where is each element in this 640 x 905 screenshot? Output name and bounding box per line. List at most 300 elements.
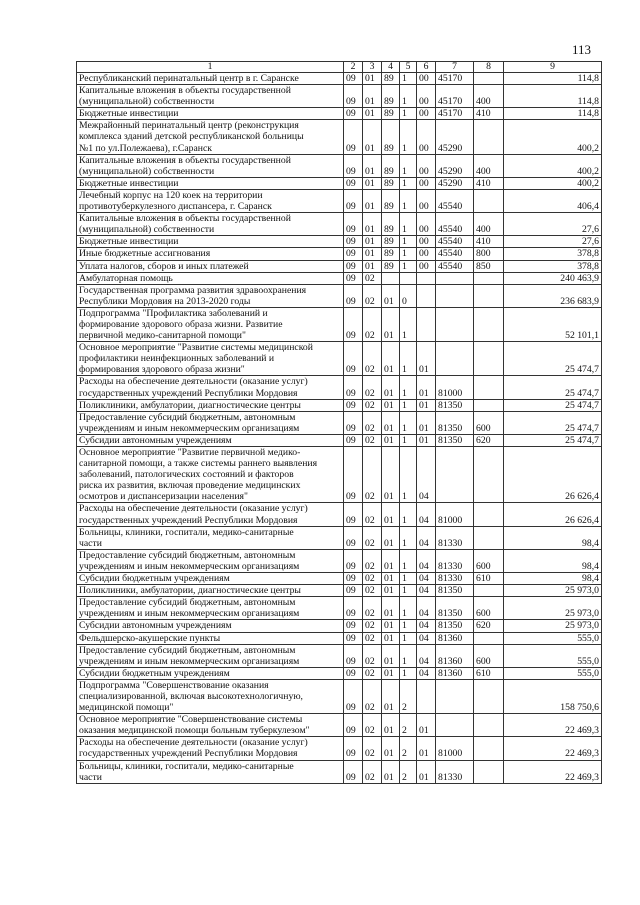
subsection-cell: 02 (363, 667, 382, 679)
expense-type-cell (474, 737, 504, 760)
name-cell: Бюджетные инвестиции (77, 236, 344, 248)
section-cell: 09 (344, 667, 363, 679)
table-row (77, 307, 602, 341)
amount-cell: 22 469,3 (504, 760, 602, 783)
program-cell: 01 (382, 307, 400, 341)
activity-cell: 04 (417, 526, 436, 549)
table-row (77, 526, 602, 549)
subprogram-cell: 1 (400, 236, 417, 248)
section-cell: 09 (344, 260, 363, 272)
subprogram-cell: 1 (400, 260, 417, 272)
amount-cell: 25 973,0 (504, 585, 602, 597)
subsection-cell: 02 (363, 573, 382, 585)
section-cell: 09 (344, 714, 363, 737)
name-cell: Предоставление субсидий бюджетным, автономным учреждениям и иным некоммерческим организациям (77, 549, 344, 572)
activity-cell: 00 (417, 177, 436, 189)
name-cell: Республиканский перинатальный центр в г. Саранске (77, 73, 344, 85)
amount-cell: 25 474,7 (504, 411, 602, 434)
name-cell: Предоставление субсидий бюджетным, автономным учреждениям и иным некоммерческим организациям (77, 597, 344, 620)
amount-cell: 555,0 (504, 644, 602, 667)
amount-cell: 378,8 (504, 260, 602, 272)
direction-cell: 45170 (436, 108, 474, 120)
table-row (77, 73, 602, 85)
subsection-cell: 01 (363, 177, 382, 189)
direction-cell (436, 447, 474, 503)
header-row (77, 62, 602, 73)
name-cell: Основное мероприятие "Совершенствование системы оказания медицинской помощи больным туберкулезом" (77, 714, 344, 737)
subprogram-cell: 1 (400, 120, 417, 154)
name-cell: Поликлиники, амбулатории, диагностические центры (77, 399, 344, 411)
program-cell: 89 (382, 236, 400, 248)
column-header: 4 (382, 62, 400, 73)
expense-type-cell: 850 (474, 260, 504, 272)
activity-cell: 04 (417, 447, 436, 503)
expense-type-cell: 600 (474, 411, 504, 434)
expense-type-cell (474, 714, 504, 737)
subsection-cell: 02 (363, 620, 382, 632)
subprogram-cell: 1 (400, 526, 417, 549)
name-cell: Лечебный корпус на 120 коек на территории противотуберкулезного диспансера, г. Саранск (77, 189, 344, 212)
name-cell: Основное мероприятие "Развитие системы медицинской профилактики неинфекционных заболеваний и формирования здорового образа жизни" (77, 342, 344, 376)
direction-cell: 81330 (436, 549, 474, 572)
expense-type-cell (474, 447, 504, 503)
expense-type-cell: 600 (474, 644, 504, 667)
activity-cell: 01 (417, 342, 436, 376)
direction-cell: 45540 (436, 189, 474, 212)
subsection-cell: 02 (363, 376, 382, 399)
expense-type-cell: 610 (474, 667, 504, 679)
subprogram-cell: 1 (400, 213, 417, 236)
direction-cell: 81350 (436, 399, 474, 411)
subsection-cell: 02 (363, 272, 382, 284)
subsection-cell: 01 (363, 260, 382, 272)
table-row (77, 620, 602, 632)
expense-type-cell: 400 (474, 213, 504, 236)
section-cell: 09 (344, 154, 363, 177)
subprogram-cell: 1 (400, 644, 417, 667)
subprogram-cell: 1 (400, 597, 417, 620)
program-cell: 01 (382, 620, 400, 632)
subprogram-cell: 1 (400, 549, 417, 572)
section-cell: 09 (344, 73, 363, 85)
amount-cell: 400,2 (504, 120, 602, 154)
section-cell: 09 (344, 85, 363, 108)
subprogram-cell: 1 (400, 503, 417, 526)
section-cell: 09 (344, 644, 363, 667)
column-header: 3 (363, 62, 382, 73)
activity-cell: 01 (417, 714, 436, 737)
direction-cell: 45540 (436, 213, 474, 236)
activity-cell (417, 679, 436, 713)
table-row (77, 737, 602, 760)
subprogram-cell: 1 (400, 585, 417, 597)
subsection-cell: 01 (363, 213, 382, 236)
activity-cell: 01 (417, 760, 436, 783)
expense-type-cell (474, 120, 504, 154)
subsection-cell: 02 (363, 434, 382, 446)
table-row (77, 85, 602, 108)
amount-cell: 98,4 (504, 549, 602, 572)
expense-type-cell: 610 (474, 573, 504, 585)
program-cell: 01 (382, 573, 400, 585)
expense-type-cell: 620 (474, 620, 504, 632)
table-row (77, 585, 602, 597)
subprogram-cell: 1 (400, 399, 417, 411)
name-cell: Капитальные вложения в объекты государственной (муниципальной) собственности (77, 213, 344, 236)
name-cell: Межрайонный перинатальный центр (реконструкция комплекса зданий детской республиканской больницы №1 по ул.Полежаева), г.Саранск (77, 120, 344, 154)
program-cell: 01 (382, 526, 400, 549)
expense-type-cell (474, 503, 504, 526)
activity-cell: 04 (417, 597, 436, 620)
program-cell: 01 (382, 434, 400, 446)
program-cell: 89 (382, 189, 400, 212)
direction-cell: 45290 (436, 177, 474, 189)
subsection-cell: 02 (363, 760, 382, 783)
table-row (77, 248, 602, 260)
subsection-cell: 02 (363, 503, 382, 526)
subsection-cell: 02 (363, 284, 382, 307)
expense-type-cell (474, 679, 504, 713)
direction-cell: 45290 (436, 120, 474, 154)
program-cell: 01 (382, 597, 400, 620)
direction-cell: 45170 (436, 85, 474, 108)
expense-type-cell (474, 189, 504, 212)
expense-type-cell (474, 632, 504, 644)
section-cell: 09 (344, 399, 363, 411)
activity-cell: 00 (417, 120, 436, 154)
activity-cell: 04 (417, 632, 436, 644)
activity-cell: 00 (417, 85, 436, 108)
subsection-cell: 02 (363, 447, 382, 503)
subprogram-cell: 1 (400, 307, 417, 341)
direction-cell (436, 679, 474, 713)
subsection-cell: 02 (363, 679, 382, 713)
program-cell: 89 (382, 260, 400, 272)
expense-type-cell: 410 (474, 177, 504, 189)
amount-cell: 400,2 (504, 177, 602, 189)
program-cell: 01 (382, 411, 400, 434)
program-cell: 89 (382, 177, 400, 189)
section-cell: 09 (344, 434, 363, 446)
program-cell: 89 (382, 154, 400, 177)
amount-cell: 25 474,7 (504, 342, 602, 376)
section-cell: 09 (344, 632, 363, 644)
activity-cell (417, 284, 436, 307)
table-row (77, 679, 602, 713)
program-cell: 89 (382, 120, 400, 154)
program-cell: 01 (382, 342, 400, 376)
subprogram-cell: 2 (400, 737, 417, 760)
activity-cell: 01 (417, 411, 436, 434)
activity-cell: 01 (417, 376, 436, 399)
direction-cell (436, 272, 474, 284)
direction-cell: 81350 (436, 585, 474, 597)
amount-cell: 22 469,3 (504, 737, 602, 760)
subsection-cell: 02 (363, 411, 382, 434)
program-cell: 89 (382, 108, 400, 120)
direction-cell: 45540 (436, 236, 474, 248)
table-row (77, 632, 602, 644)
section-cell: 09 (344, 236, 363, 248)
direction-cell: 45170 (436, 73, 474, 85)
program-cell (382, 272, 400, 284)
direction-cell: 81360 (436, 667, 474, 679)
amount-cell: 114,8 (504, 73, 602, 85)
amount-cell: 25 474,7 (504, 376, 602, 399)
section-cell: 09 (344, 549, 363, 572)
expense-type-cell: 410 (474, 236, 504, 248)
name-cell: Уплата налогов, сборов и иных платежей (77, 260, 344, 272)
direction-cell: 81000 (436, 737, 474, 760)
section-cell: 09 (344, 108, 363, 120)
subprogram-cell: 2 (400, 679, 417, 713)
page-number: 113 (572, 42, 592, 57)
section-cell: 09 (344, 760, 363, 783)
table-row (77, 236, 602, 248)
subprogram-cell: 1 (400, 632, 417, 644)
expense-type-cell (474, 342, 504, 376)
program-cell: 01 (382, 447, 400, 503)
amount-cell: 406,4 (504, 189, 602, 212)
activity-cell: 04 (417, 585, 436, 597)
section-cell: 09 (344, 342, 363, 376)
amount-cell: 26 626,4 (504, 447, 602, 503)
amount-cell: 25 973,0 (504, 620, 602, 632)
name-cell: Субсидии бюджетным учреждениям (77, 667, 344, 679)
subprogram-cell: 0 (400, 284, 417, 307)
section-cell: 09 (344, 189, 363, 212)
activity-cell: 04 (417, 573, 436, 585)
subsection-cell: 01 (363, 85, 382, 108)
amount-cell: 26 626,4 (504, 503, 602, 526)
subprogram-cell: 1 (400, 73, 417, 85)
section-cell: 09 (344, 272, 363, 284)
name-cell: Больницы, клиники, госпитали, медико-санитарные части (77, 760, 344, 783)
direction-cell: 81330 (436, 573, 474, 585)
expense-type-cell (474, 284, 504, 307)
program-cell: 89 (382, 213, 400, 236)
table-row (77, 434, 602, 446)
activity-cell: 00 (417, 213, 436, 236)
direction-cell: 45540 (436, 248, 474, 260)
expense-type-cell: 600 (474, 549, 504, 572)
section-cell: 09 (344, 120, 363, 154)
subsection-cell: 02 (363, 307, 382, 341)
subsection-cell: 02 (363, 585, 382, 597)
subprogram-cell: 1 (400, 376, 417, 399)
program-cell: 89 (382, 73, 400, 85)
subsection-cell: 02 (363, 632, 382, 644)
name-cell: Субсидии автономным учреждениям (77, 620, 344, 632)
name-cell: Основное мероприятие "Развитие первичной медико- санитарной помощи, а также системы раннего выявления заболеваний, патологических состояний и факторов риска их развития, включая проведение медицинских осмотров и диспансеризации населения" (77, 447, 344, 503)
program-cell: 89 (382, 248, 400, 260)
name-cell: Подпрограмма "Профилактика заболеваний и формирование здорового образа жизни. Развитие первичной медико-санитарной помощи" (77, 307, 344, 341)
activity-cell: 00 (417, 248, 436, 260)
name-cell: Фельдшерско-акушерские пункты (77, 632, 344, 644)
direction-cell (436, 307, 474, 341)
subprogram-cell: 1 (400, 411, 417, 434)
activity-cell: 01 (417, 434, 436, 446)
budget-table (76, 61, 602, 784)
program-cell: 01 (382, 376, 400, 399)
expense-type-cell: 620 (474, 434, 504, 446)
activity-cell: 04 (417, 503, 436, 526)
subprogram-cell (400, 272, 417, 284)
expense-type-cell (474, 760, 504, 783)
direction-cell: 45290 (436, 154, 474, 177)
section-cell: 09 (344, 503, 363, 526)
expense-type-cell: 800 (474, 248, 504, 260)
table-row (77, 597, 602, 620)
expense-type-cell: 600 (474, 597, 504, 620)
name-cell: Расходы на обеспечение деятельности (оказание услуг) государственных учреждений Республики Мордовия (77, 503, 344, 526)
amount-cell: 114,8 (504, 85, 602, 108)
subprogram-cell: 1 (400, 620, 417, 632)
direction-cell: 81350 (436, 597, 474, 620)
subprogram-cell: 1 (400, 573, 417, 585)
table-row (77, 503, 602, 526)
amount-cell: 98,4 (504, 573, 602, 585)
table-row (77, 714, 602, 737)
table-row (77, 260, 602, 272)
amount-cell: 555,0 (504, 667, 602, 679)
direction-cell: 81350 (436, 620, 474, 632)
section-cell: 09 (344, 177, 363, 189)
activity-cell: 00 (417, 189, 436, 212)
activity-cell: 00 (417, 260, 436, 272)
column-header: 9 (504, 62, 602, 73)
column-header: 6 (417, 62, 436, 73)
subsection-cell: 01 (363, 154, 382, 177)
table-row (77, 284, 602, 307)
name-cell: Расходы на обеспечение деятельности (оказание услуг) государственных учреждений Республики Мордовия (77, 737, 344, 760)
section-cell: 09 (344, 284, 363, 307)
name-cell: Больницы, клиники, госпитали, медико-санитарные части (77, 526, 344, 549)
activity-cell: 04 (417, 549, 436, 572)
table-row (77, 760, 602, 783)
amount-cell: 25 474,7 (504, 434, 602, 446)
expense-type-cell (474, 399, 504, 411)
section-cell: 09 (344, 307, 363, 341)
subprogram-cell: 2 (400, 714, 417, 737)
expense-type-cell: 400 (474, 154, 504, 177)
section-cell: 09 (344, 620, 363, 632)
subsection-cell: 02 (363, 399, 382, 411)
direction-cell (436, 714, 474, 737)
program-cell: 01 (382, 503, 400, 526)
name-cell: Государственная программа развития здравоохранения Республики Мордовия на 2013-2020 годы (77, 284, 344, 307)
subprogram-cell: 1 (400, 189, 417, 212)
name-cell: Бюджетные инвестиции (77, 108, 344, 120)
subsection-cell: 02 (363, 597, 382, 620)
table-row (77, 189, 602, 212)
amount-cell: 98,4 (504, 526, 602, 549)
activity-cell: 00 (417, 236, 436, 248)
direction-cell: 81330 (436, 526, 474, 549)
column-header: 1 (77, 62, 344, 73)
direction-cell (436, 342, 474, 376)
direction-cell: 81350 (436, 434, 474, 446)
subsection-cell: 02 (363, 526, 382, 549)
activity-cell: 01 (417, 737, 436, 760)
amount-cell: 378,8 (504, 248, 602, 260)
name-cell: Расходы на обеспечение деятельности (оказание услуг) государственных учреждений Республики Мордовия (77, 376, 344, 399)
section-cell: 09 (344, 376, 363, 399)
subsection-cell: 02 (363, 737, 382, 760)
subprogram-cell: 1 (400, 177, 417, 189)
subsection-cell: 01 (363, 108, 382, 120)
table-row (77, 272, 602, 284)
table-row (77, 549, 602, 572)
program-cell: 01 (382, 760, 400, 783)
name-cell: Амбулаторная помощь (77, 272, 344, 284)
subsection-cell: 01 (363, 73, 382, 85)
activity-cell (417, 307, 436, 341)
expense-type-cell (474, 307, 504, 341)
amount-cell: 114,8 (504, 108, 602, 120)
program-cell: 01 (382, 644, 400, 667)
table-row (77, 120, 602, 154)
name-cell: Субсидии бюджетным учреждениям (77, 573, 344, 585)
expense-type-cell (474, 585, 504, 597)
section-cell: 09 (344, 526, 363, 549)
amount-cell: 25 973,0 (504, 597, 602, 620)
name-cell: Предоставление субсидий бюджетным, автономным учреждениям и иным некоммерческим организациям (77, 644, 344, 667)
subprogram-cell: 2 (400, 760, 417, 783)
table-row (77, 342, 602, 376)
activity-cell: 04 (417, 667, 436, 679)
name-cell: Иные бюджетные ассигнования (77, 248, 344, 260)
amount-cell: 158 750,6 (504, 679, 602, 713)
table-row (77, 177, 602, 189)
section-cell: 09 (344, 679, 363, 713)
direction-cell: 45540 (436, 260, 474, 272)
activity-cell: 01 (417, 399, 436, 411)
table-row (77, 447, 602, 503)
direction-cell: 81360 (436, 644, 474, 667)
activity-cell: 04 (417, 644, 436, 667)
column-header: 2 (344, 62, 363, 73)
activity-cell: 00 (417, 108, 436, 120)
subprogram-cell: 1 (400, 342, 417, 376)
table-row (77, 213, 602, 236)
program-cell: 89 (382, 85, 400, 108)
subsection-cell: 01 (363, 236, 382, 248)
amount-cell: 240 463,9 (504, 272, 602, 284)
table-row (77, 644, 602, 667)
activity-cell (417, 272, 436, 284)
section-cell: 09 (344, 248, 363, 260)
expense-type-cell: 400 (474, 85, 504, 108)
column-header: 7 (436, 62, 474, 73)
name-cell: Предоставление субсидий бюджетным, автономным учреждениям и иным некоммерческим организациям (77, 411, 344, 434)
section-cell: 09 (344, 213, 363, 236)
name-cell: Капитальные вложения в объекты государственной (муниципальной) собственности (77, 85, 344, 108)
amount-cell: 22 469,3 (504, 714, 602, 737)
expense-type-cell (474, 526, 504, 549)
amount-cell: 236 683,9 (504, 284, 602, 307)
subprogram-cell: 1 (400, 667, 417, 679)
direction-cell: 81000 (436, 376, 474, 399)
program-cell: 01 (382, 399, 400, 411)
subprogram-cell: 1 (400, 248, 417, 260)
subsection-cell: 02 (363, 714, 382, 737)
name-cell: Поликлиники, амбулатории, диагностические центры (77, 585, 344, 597)
program-cell: 01 (382, 679, 400, 713)
subprogram-cell: 1 (400, 108, 417, 120)
amount-cell: 400,2 (504, 154, 602, 177)
subprogram-cell: 1 (400, 154, 417, 177)
